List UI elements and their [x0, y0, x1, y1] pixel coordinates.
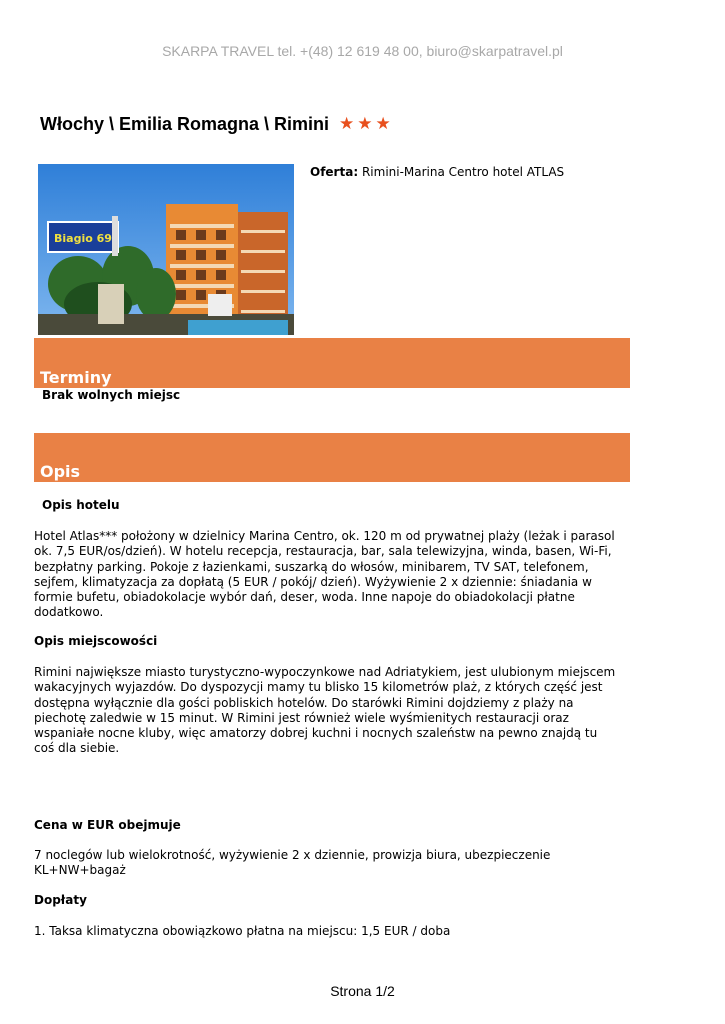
title-row [40, 114, 391, 135]
hotel-rating [339, 116, 391, 133]
opis-section-band [34, 433, 630, 482]
star-icon: ★ [357, 114, 373, 134]
page-number: Strona 1/2 [330, 983, 395, 999]
paragraph-line: formie bufetu, obiadokolacje wybór dań, deser, woda. Inne napoje do obiadokolacji płatne [34, 590, 575, 605]
paragraph-line: ok. 7,5 EUR/os/dzień). W hotelu recepcja, restauracja, bar, sala telewizyjna, winda, basen, Wi-Fi, [34, 544, 612, 559]
offer-line [310, 165, 564, 179]
star-icon: ★ [375, 114, 391, 134]
paragraph-line: piechotę zaledwie w 15 minut. W Rimini jest również wiele wyśmienitych restauracji oraz [34, 710, 569, 725]
terminy-heading: Terminy [40, 368, 112, 387]
paragraph-line: Rimini największe miasto turystyczno-wypoczynkowe nad Adriatykiem, jest ulubionym miejscem [34, 665, 616, 679]
price-includes-text [34, 848, 630, 879]
opis-heading: Opis [40, 462, 81, 481]
paragraph-line: wspaniałe nocne kluby, więc amatorzy dobrej kuchni i nocnych szaleństw na pewno znajdą tu [34, 726, 598, 741]
paragraph-line: dodatkowo. [34, 605, 104, 620]
paragraph-line: sejfem, klimatyzacja za dopłatą (5 EUR / pokój/ dzień). Wyżywienie 2 x dziennie: śniadania w [34, 574, 592, 589]
paragraph-line: Hotel Atlas*** położony w dzielnicy Marina Centro, ok. 120 m od prywatnej plaży (leżak i parasol [34, 529, 615, 543]
price-includes-heading: Cena w EUR obejmuje [34, 818, 181, 832]
terminy-note: Brak wolnych miejsc [42, 388, 181, 402]
paragraph-line: KL+NW+bagaż [34, 863, 126, 878]
paragraph-line: wakacyjnych wyjazdów. Do dyspozycji mamy tu blisko 15 kilometrów plaż, z których część jest [34, 680, 603, 695]
paragraph-line: coś dla siebie. [34, 741, 120, 756]
hotel-photo [38, 164, 294, 335]
paragraph-line: 1. Taksa klimatyczna obowiązkowo płatna na miejscu: 1,5 EUR / doba [34, 924, 451, 938]
paragraph-line: bezpłatny parking. Pokoje z łazienkami, suszarką do włosów, minibarem, TV SAT, telefonem, [34, 559, 589, 574]
paragraph-line: 7 noclegów lub wielokrotność, wyżywienie 2 x dziennie, prowizja biura, ubezpieczenie [34, 848, 551, 862]
offer-label: Oferta: [310, 165, 359, 179]
hotel-description-heading: Opis hotelu [42, 498, 120, 512]
agency-contact-header: SKARPA TRAVEL tel. +(48) 12 619 48 00, biuro@skarpatravel.pl [162, 43, 563, 59]
surcharges-heading: Dopłaty [34, 893, 87, 907]
terminy-section-band [34, 338, 630, 388]
offer-value: Rimini-Marina Centro hotel ATLAS [361, 165, 565, 179]
town-description-heading: Opis miejscowości [34, 634, 158, 648]
star-icon: ★ [339, 114, 355, 134]
hotel-description [34, 529, 630, 621]
paragraph-line: dostępna wyłącznie dla gości pobliskich hotelów. Do starówki Rimini dojdziemy z plaży na [34, 695, 574, 710]
surcharges-text [34, 924, 630, 939]
destination-title: Włochy \ Emilia Romagna \ Rimini [40, 114, 330, 134]
hotel-sign-text: Biagio 69 [54, 232, 112, 245]
town-description [34, 665, 630, 757]
